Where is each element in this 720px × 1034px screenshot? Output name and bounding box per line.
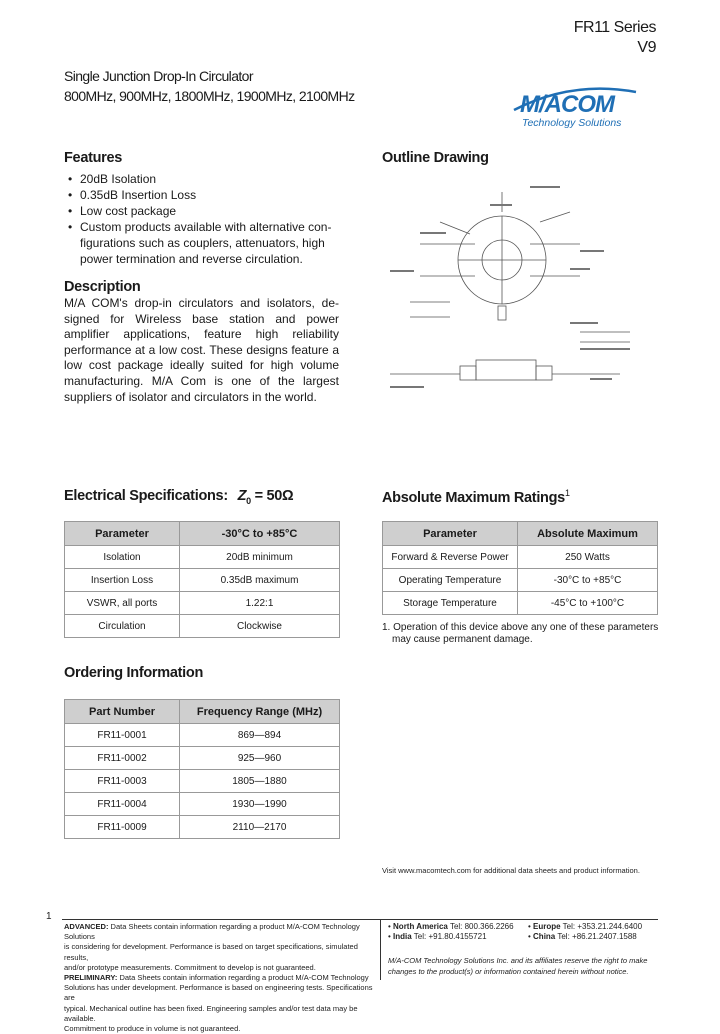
feature-item: • 0.35dB Insertion Loss bbox=[64, 187, 344, 203]
logo-graphic bbox=[512, 82, 642, 132]
europe-tel: Tel: +353.21.244.6400 bbox=[562, 922, 643, 931]
column-header: Parameter bbox=[383, 522, 518, 546]
table-cell: 20dB minimum bbox=[180, 546, 340, 569]
column-header: Absolute Maximum bbox=[518, 522, 658, 546]
table-row bbox=[65, 793, 340, 816]
table-cell: 250 Watts bbox=[518, 546, 658, 569]
footnote-marker: 1 bbox=[564, 488, 570, 498]
table-row bbox=[65, 615, 340, 638]
version: V9 bbox=[637, 39, 656, 56]
description-text: M/A COM's drop-in circulators and isolators, de-signed for Wireless base station and power amplifier applications, feature high reliability performance at a low cost. These designs feature a low cost package ideally suited for high volume manufacturing. M/A Com is one of the largest suppliers of isolator and circulators in the world. bbox=[64, 296, 339, 404]
feature-item-line: power termination and reverse circulation. bbox=[80, 252, 303, 266]
absolute-max-footnote bbox=[382, 622, 662, 646]
preliminary-text: Commitment to produce in volume is not guaranteed. bbox=[64, 1024, 241, 1034]
table-cell: FR11-0001 bbox=[65, 724, 180, 747]
svg-text:M/ACOM: M/ACOM bbox=[520, 91, 614, 118]
title-line-2: 800MHz, 900MHz, 1800MHz, 1900MHz, 2100MHz bbox=[64, 88, 355, 104]
table-cell: -45°C to +100°C bbox=[518, 592, 658, 615]
table-cell: VSWR, all ports bbox=[65, 592, 180, 615]
table-cell: Isolation bbox=[65, 546, 180, 569]
outline-drawing-figure bbox=[380, 182, 640, 404]
table-cell: 2110—2170 bbox=[180, 816, 340, 839]
feature-item-line: Custom products available with alternative con- bbox=[80, 220, 332, 234]
china-tel: Tel: +86.21.2407.1588 bbox=[557, 932, 637, 942]
table-cell: Insertion Loss bbox=[65, 569, 180, 592]
advanced-label: ADVANCED: bbox=[64, 922, 109, 931]
feature-item: • Low cost package bbox=[64, 203, 344, 219]
europe-label: Europe bbox=[533, 922, 561, 931]
table-cell: Clockwise bbox=[180, 615, 340, 638]
table-cell: FR11-0003 bbox=[65, 770, 180, 793]
feature-item-line: figurations such as couplers, attenuators, high bbox=[80, 236, 325, 250]
description-heading: Description bbox=[64, 279, 141, 295]
india-label: India bbox=[393, 932, 412, 942]
advanced-text: is considering for development. Performance is based on target specifications, simulated results, bbox=[64, 942, 358, 962]
page-number: 1 bbox=[46, 911, 52, 922]
electrical-spec-table bbox=[64, 521, 340, 638]
table-cell: -30°C to +85°C bbox=[518, 569, 658, 592]
outline-heading: Outline Drawing bbox=[382, 150, 489, 166]
features-heading: Features bbox=[64, 150, 123, 166]
column-header: -30°C to +85°C bbox=[180, 522, 340, 546]
feature-item bbox=[64, 219, 344, 267]
column-header: Frequency Range (MHz) bbox=[180, 700, 340, 724]
preliminary-text: typical. Mechanical outline has been fixed. Engineering samples and/or test data may be available. bbox=[64, 1003, 358, 1023]
table-cell: FR11-0004 bbox=[65, 793, 180, 816]
page-title bbox=[64, 66, 355, 106]
table-cell: 869—894 bbox=[180, 724, 340, 747]
table-cell: FR11-0002 bbox=[65, 747, 180, 770]
outline-drawing bbox=[380, 182, 640, 404]
india-tel: Tel: +91.80.4155721 bbox=[413, 932, 487, 942]
rights-text: M/A-COM Technology Solutions Inc. and its affiliates reserve the right to make bbox=[388, 956, 648, 966]
table-row bbox=[65, 816, 340, 839]
preliminary-text: Solutions has under development. Performance is based on engineering tests. Specifications are bbox=[64, 983, 373, 1003]
footer-disclaimer bbox=[64, 922, 376, 1034]
series-name: FR11 Series bbox=[573, 19, 656, 36]
ordering-table bbox=[64, 699, 340, 839]
column-header: Part Number bbox=[65, 700, 180, 724]
table-cell: Storage Temperature bbox=[383, 592, 518, 615]
feature-item: • 20dB Isolation bbox=[64, 171, 344, 187]
china-label: China bbox=[533, 932, 556, 942]
table-cell: Forward & Reverse Power bbox=[383, 546, 518, 569]
table-cell: Operating Temperature bbox=[383, 569, 518, 592]
footer-vertical-divider bbox=[380, 920, 381, 980]
table-cell: 0.35dB maximum bbox=[180, 569, 340, 592]
impedance-subscript: 0 bbox=[246, 495, 251, 506]
electrical-heading bbox=[64, 488, 293, 506]
preliminary-label: PRELIMINARY: bbox=[64, 973, 118, 983]
ordering-heading: Ordering Information bbox=[64, 665, 204, 681]
advanced-text: Data Sheets contain information regarding a product M/A-COM Technology Solutions bbox=[64, 922, 360, 942]
table-cell: Circulation bbox=[65, 615, 180, 638]
column-header: Parameter bbox=[65, 522, 180, 546]
table-cell: 1930—1990 bbox=[180, 793, 340, 816]
footnote-line: 1. Operation of this device above any one of these parameters bbox=[382, 622, 659, 633]
preliminary-text: Data Sheets contain information regarding a product M/A-COM Technology bbox=[119, 973, 369, 983]
impedance-symbol: Z bbox=[237, 488, 247, 504]
advanced-text: and/or prototype measurements. Commitment to develop is not guaranteed. bbox=[64, 962, 316, 972]
absolute-max-heading-label: Absolute Maximum Ratings bbox=[382, 489, 565, 506]
absolute-max-table bbox=[382, 521, 658, 615]
north-america-tel: Tel: 800.366.2266 bbox=[449, 922, 514, 931]
table-row bbox=[65, 592, 340, 615]
table-row bbox=[65, 546, 340, 569]
contact-block: • North America Tel: 800.366.2266 • Europe Tel: +353.21.244.6400 • India Tel: +91.80.4155721 • China Tel: +86.21.2407.1588 M/A-COM Technology Solutions Inc. and its affiliates reserve the right to make changes to the product(s) or information contained herein without notice. bbox=[388, 922, 660, 977]
table-row bbox=[65, 569, 340, 592]
table-cell: FR11-0009 bbox=[65, 816, 180, 839]
table-cell: 1.22:1 bbox=[180, 592, 340, 615]
impedance-value: = 50Ω bbox=[254, 488, 294, 504]
table-row bbox=[383, 569, 658, 592]
features-list bbox=[64, 171, 344, 267]
table-row bbox=[65, 724, 340, 747]
table-cell: 925—960 bbox=[180, 747, 340, 770]
table-header-row bbox=[383, 522, 658, 546]
table-row bbox=[383, 592, 658, 615]
absolute-max-heading bbox=[382, 488, 570, 506]
macom-logo bbox=[512, 82, 642, 132]
table-cell: 1805—1880 bbox=[180, 770, 340, 793]
svg-text:Technology Solutions: Technology Solutions bbox=[522, 117, 622, 129]
electrical-heading-label: Electrical Specifications: bbox=[64, 488, 228, 504]
footnote-line: may cause permanent damage. bbox=[392, 634, 533, 645]
series-block bbox=[574, 18, 656, 58]
north-america-label: North America bbox=[393, 922, 448, 931]
footer-divider bbox=[62, 919, 658, 920]
table-header-row bbox=[65, 700, 340, 724]
visit-website-text: Visit www.macomtech.com for additional data sheets and product information. bbox=[382, 866, 640, 875]
table-row bbox=[383, 546, 658, 569]
title-line-1: Single Junction Drop-In Circulator bbox=[64, 68, 253, 84]
table-header-row bbox=[65, 522, 340, 546]
rights-text: changes to the product(s) or information contained herein without notice. bbox=[388, 966, 629, 976]
table-row bbox=[65, 770, 340, 793]
table-row bbox=[65, 747, 340, 770]
